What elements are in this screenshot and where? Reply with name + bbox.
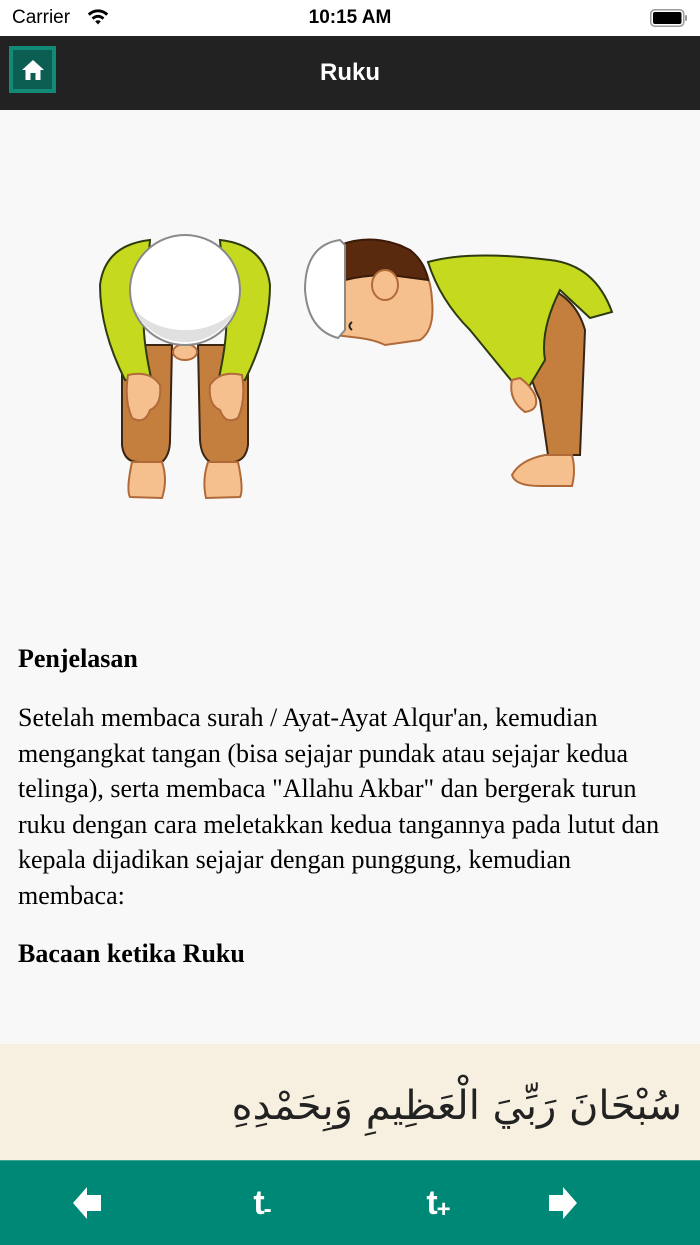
- clock: 10:15 AM: [308, 7, 392, 28]
- next-button[interactable]: [517, 1161, 607, 1245]
- decrease-text-size-icon: $t_-$: [253, 1183, 271, 1223]
- increase-text-size-button[interactable]: [393, 1161, 483, 1245]
- explanation-text: Setelah membaca surah / Ayat-Ayat Alqur'an, kemudian mengangkat tangan (bisa sejajar pundak atau sejajar kedua telinga), serta membaca "Allahu Akbar" dan bergerak turun ruku dengan cara meletakkan kedua tangannya pada lutut dan kepala dijadikan sejajar dengan punggung, kemudian membaca:: [18, 703, 660, 910]
- status-bar: [0, 0, 700, 36]
- previous-button[interactable]: [43, 1161, 133, 1245]
- arabic-recitation-text: سُبْحَانَ رَبِّيَ الْعَظِيمِ وَبِحَمْدِهِ: [231, 1083, 682, 1129]
- page-title: Ruku: [320, 59, 380, 86]
- increase-text-size-icon: $t_+$: [426, 1183, 450, 1223]
- arrow-right-icon: [547, 1187, 577, 1219]
- home-button[interactable]: [9, 46, 56, 93]
- content-section: [18, 638, 682, 975]
- figure-front-view: [100, 235, 270, 498]
- decrease-text-size-button[interactable]: [217, 1161, 307, 1245]
- explanation-heading: Penjelasan: [18, 644, 138, 673]
- bottom-toolbar: [0, 1160, 700, 1245]
- home-button-inner: [13, 50, 52, 89]
- carrier-label: Carrier: [12, 7, 71, 28]
- battery-full-icon: [650, 9, 688, 27]
- figure-side-view: [305, 240, 612, 486]
- recitation-heading: Bacaan ketika Ruku: [18, 939, 245, 968]
- home-icon: [21, 58, 45, 82]
- arabic-recitation-panel: [0, 1044, 700, 1160]
- ruku-illustration: [0, 110, 700, 610]
- arrow-left-icon: [73, 1187, 103, 1219]
- nav-bar: [0, 36, 700, 110]
